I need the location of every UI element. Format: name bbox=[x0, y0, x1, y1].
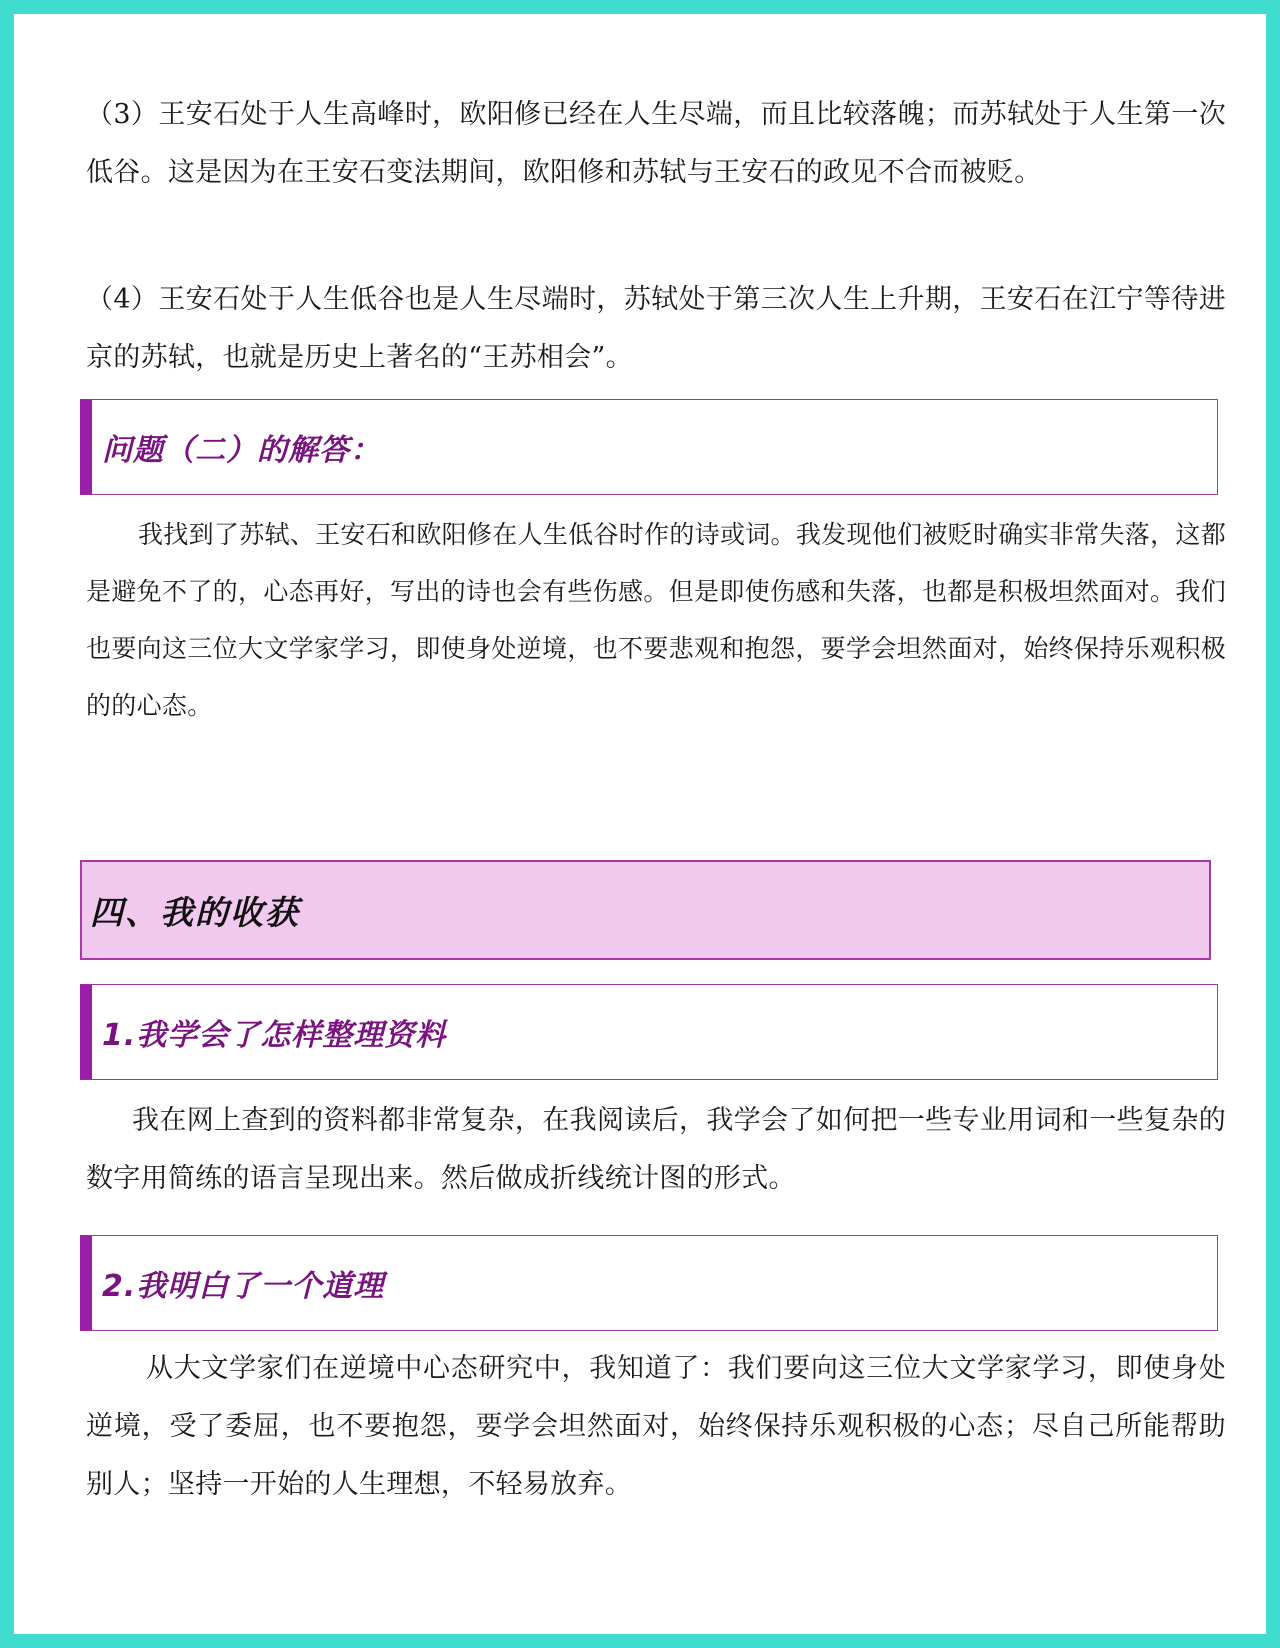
gain-2-heading-text: 2.我明白了一个道理 bbox=[102, 1269, 385, 1304]
paragraph-point-4: （4）王安石处于人生低谷也是人生尽端时，苏轼处于第三次人生上升期，王安石在江宁等待进京的苏轼，也就是历史上著名的“王苏相会”。 bbox=[86, 284, 1226, 373]
section-4-heading-text: 四、我的收获 bbox=[90, 892, 300, 932]
answer-2-paragraph: 我找到了苏轼、王安石和欧阳修在人生低谷时作的诗或词。我发现他们被贬时确实非常失落，这都是避免不了的，心态再好，写出的诗也会有些伤感。但是即使伤感和失落，也都是积极坦然面对。我们也要向这三位大文学家学习，即使身处逆境，也不要悲观和抱怨，要学会坦然面对，始终保持乐观积极的的心态。 bbox=[86, 520, 1226, 720]
gain-2-paragraph: 从大文学家们在逆境中心态研究中，我知道了：我们要向这三位大文学家学习，即使身处逆境，受了委屈，也不要抱怨，要学会坦然面对，始终保持乐观积极的心态；尽自己所能帮助别人；坚持一开始的人生理想，不轻易放弃。 bbox=[86, 1353, 1226, 1500]
gain-1-heading-text: 1.我学会了怎样整理资料 bbox=[102, 1018, 447, 1053]
answer-2-heading bbox=[80, 399, 1218, 495]
paragraph-point-3: （3）王安石处于人生高峰时，欧阳修已经在人生尽端，而且比较落魄；而苏轼处于人生第一次低谷。这是因为在王安石变法期间，欧阳修和苏轼与王安石的政见不合而被贬。 bbox=[86, 99, 1226, 188]
gain-1-heading bbox=[80, 984, 1218, 1080]
section-4-heading bbox=[80, 860, 1211, 960]
document-page bbox=[14, 14, 1266, 1634]
gain-2-heading bbox=[80, 1235, 1218, 1331]
gain-1-paragraph: 我在网上查到的资料都非常复杂，在我阅读后，我学会了如何把一些专业用词和一些复杂的数字用简练的语言呈现出来。然后做成折线统计图的形式。 bbox=[86, 1105, 1226, 1194]
answer-2-heading-text: 问题（二）的解答： bbox=[102, 433, 381, 468]
